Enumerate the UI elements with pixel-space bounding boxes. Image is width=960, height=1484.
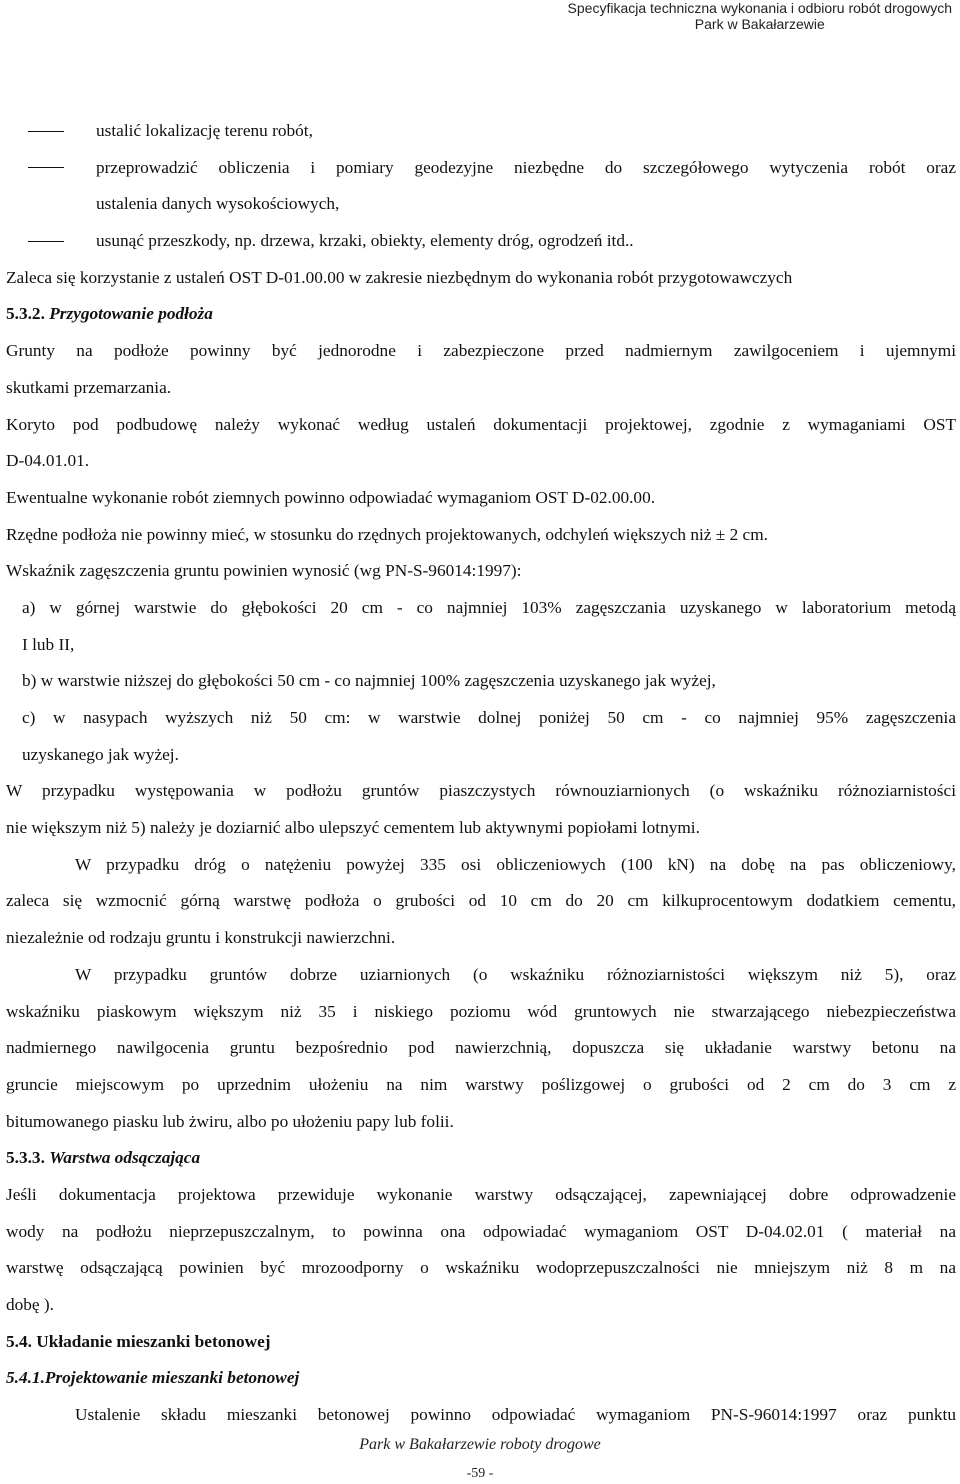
dash-bullet-icon	[28, 241, 64, 242]
paragraph-line: wody na podłożu nieprzepuszczalnym, to powinna ona odpowiadać wymaganiom OST D-04.02.01 ( materiał na	[6, 1221, 956, 1241]
page-number: -59 -	[466, 1466, 494, 1481]
section-heading-5-4-1: 5.4.1.Projektowanie mieszanki betonowej	[6, 1368, 300, 1388]
list-item-a: a) w górnej warstwie do głębokości 20 cm - co najmniej 103% zagęszczania uzyskanego w laboratorium metodą	[22, 597, 956, 617]
paragraph-line: Zaleca się korzystanie z ustaleń OST D-01.00.00 w zakresie niezbędnym do wykonania robót przygotowawczych	[6, 267, 793, 287]
paragraph-line: warstwę odsączającą powinien być mrozoodporny o wskaźniku wodoprzepuszczalności nie mniejszym niż 8 m na	[6, 1258, 956, 1278]
paragraph-line: skutkami przemarzania.	[6, 377, 172, 397]
list-item-c-continuation: uzyskanego jak wyżej.	[22, 744, 179, 764]
paragraph-line: nie większym niż 5) należy je doziarnić albo ulepszyć cementem lub aktywnymi popiołami lotnymi.	[6, 818, 700, 838]
list-item-b: b) w warstwie niższej do głębokości 50 cm - co najmniej 100% zagęszczenia uzyskanego jak wyżej,	[22, 671, 716, 691]
section-heading-5-4: 5.4. Układanie mieszanki betonowej	[6, 1331, 271, 1351]
footer-title: Park w Bakałarzewie roboty drogowe	[359, 1436, 601, 1453]
paragraph-line: W przypadku gruntów dobrze uziarnionych (o wskaźniku różnoziarnistości większym niż 5), oraz	[75, 964, 956, 984]
paragraph-line: Wskaźnik zagęszczenia gruntu powinien wynosić (wg PN-S-96014:1997):	[6, 561, 522, 581]
bullet-item: przeprowadzić obliczenia i pomiary geodezyjne niezbędne do szczegółowego wytyczenia robót oraz	[6, 150, 956, 187]
paragraph-line: Grunty na podłoże powinny być jednorodne i zabezpieczone przed nadmiernym zawilgoceniem i ujemnymi	[6, 341, 956, 361]
paragraph-line: W przypadku dróg o natężeniu powyżej 335 osi obliczeniowych (100 kN) na dobę na pas obliczeniowy,	[75, 854, 956, 874]
bullet-item: usunąć przeszkody, np. drzewa, krzaki, obiekty, elementy dróg, ogrodzeń itd..	[6, 223, 956, 260]
header-title: Specyfikacja techniczna wykonania i odbioru robót drogowych	[567, 0, 952, 16]
list-item-a-continuation: I lub II,	[22, 634, 75, 654]
dash-bullet-icon	[28, 131, 64, 132]
bullet-item: ustalić lokalizację terenu robót,	[6, 113, 956, 150]
paragraph-line: gruncie miejscowym po uprzednim ułożeniu na nim warstwy poślizgowej o grubości od 2 cm do 3 cm z	[6, 1074, 956, 1094]
section-heading-5-3-2: 5.3.2. Przygotowanie podłoża	[6, 304, 213, 324]
paragraph-line: niezależnie od rodzaju gruntu i konstrukcji nawierzchni.	[6, 928, 396, 948]
paragraph-line: Jeśli dokumentacja projektowa przewiduje wykonanie warstwy odsączającej, zapewniającej dobre odprowadzenie	[6, 1184, 956, 1204]
header-subtitle: Park w Bakałarzewie	[694, 16, 825, 32]
page-header	[568, 0, 952, 32]
list-item-c: c) w nasypach wyższych niż 50 cm: w warstwie dolnej poniżej 50 cm - co najmniej 95% zagęszczenia	[22, 708, 956, 727]
bullet-continuation: ustalenia danych wysokościowych,	[96, 194, 340, 214]
document-body	[6, 113, 956, 1434]
paragraph-line: Rzędne podłoża nie powinny mieć, w stosunku do rzędnych projektowanych, odchyleń większych niż ± 2 cm.	[6, 524, 768, 544]
paragraph-line: bitumowanego piasku lub żwiru, albo po ułożeniu papy lub folii.	[6, 1111, 454, 1131]
paragraph-line: Ustalenie składu mieszanki betonowej powinno odpowiadać wymaganiom PN-S-96014:1997 oraz punktu	[75, 1405, 956, 1425]
paragraph-line: nadmiernego nawilgocenia gruntu bezpośrednio pod nawierzchnią, dopuszcza się układanie warstwy betonu na	[6, 1038, 956, 1058]
paragraph-line: Ewentualne wykonanie robót ziemnych powinno odpowiadać wymaganiom OST D-02.00.00.	[6, 487, 656, 507]
paragraph-line: Koryto pod podbudowę należy wykonać według ustaleń dokumentacji projektowej, zgodnie z wymaganiami OST	[6, 414, 956, 434]
paragraph-line: W przypadku występowania w podłożu gruntów piaszczystych równouziarnionych (o wskaźniku różnoziarnistości	[6, 781, 956, 801]
paragraph-line: dobę ).	[6, 1295, 54, 1314]
dash-bullet-icon	[28, 167, 64, 186]
section-heading-5-3-3: 5.3.3. Warstwa odsączająca	[6, 1148, 201, 1168]
paragraph-line: D-04.01.01.	[6, 451, 90, 471]
paragraph-line: wskaźniku piaskowym większym niż 35 i niskiego poziomu wód gruntowych nie stwarzającego niebezpieczeństwa	[6, 1001, 956, 1021]
paragraph-line: zaleca się wzmocnić górną warstwę podłoża o grubości od 10 cm do 20 cm kilkuprocentowym dodatkiem cementu,	[6, 891, 956, 911]
